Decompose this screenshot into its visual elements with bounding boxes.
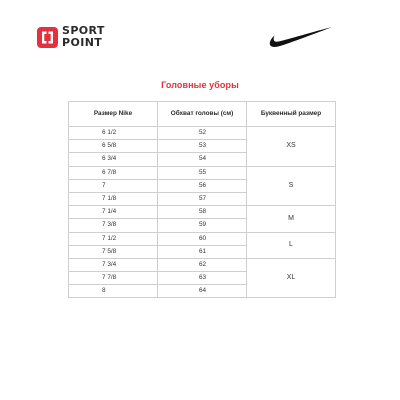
page-title: Головные уборы (161, 80, 239, 90)
nike-size-cell: 7 3/4 (69, 258, 158, 271)
nike-size-cell: 7 3/8 (69, 219, 158, 232)
head-circumference-cell: 53 (158, 140, 247, 153)
column-header-nike-size: Размер Nike (69, 102, 158, 127)
nike-size-cell: 6 3/4 (69, 153, 158, 166)
nike-size-cell: 8 (69, 285, 158, 298)
header (0, 0, 400, 70)
head-circumference-cell: 54 (158, 153, 247, 166)
table-row (69, 258, 336, 271)
head-circumference-cell: 57 (158, 192, 247, 205)
head-circumference-cell: 61 (158, 245, 247, 258)
size-table (68, 101, 336, 298)
letter-size-cell: XS (247, 127, 336, 167)
table-header-row (69, 102, 336, 127)
head-circumference-cell: 59 (158, 219, 247, 232)
nike-size-cell: 7 1/2 (69, 232, 158, 245)
nike-size-cell: 7 7/8 (69, 272, 158, 285)
brand-name-line2: POINT (62, 36, 103, 49)
nike-size-cell: 7 (69, 179, 158, 192)
head-circumference-cell: 60 (158, 232, 247, 245)
nike-size-cell: 6 7/8 (69, 166, 158, 179)
nike-swoosh-icon (266, 24, 336, 50)
letter-size-cell: M (247, 206, 336, 232)
brand-name-line1: SPORT (62, 24, 105, 37)
nike-size-cell: 6 1/2 (69, 127, 158, 140)
table-row (69, 127, 336, 140)
head-circumference-cell: 58 (158, 206, 247, 219)
table-row (69, 206, 336, 219)
letter-size-cell: S (247, 166, 336, 206)
column-header-letter-size: Буквенный размер (247, 102, 336, 127)
head-circumference-cell: 63 (158, 272, 247, 285)
head-circumference-cell: 56 (158, 179, 247, 192)
brand-name (62, 25, 105, 49)
sportpoint-logo-icon (37, 27, 58, 48)
table-row (69, 166, 336, 179)
head-circumference-cell: 52 (158, 127, 247, 140)
letter-size-cell: XL (247, 258, 336, 298)
letter-size-cell: L (247, 232, 336, 258)
nike-size-cell: 7 1/4 (69, 206, 158, 219)
head-circumference-cell: 55 (158, 166, 247, 179)
nike-size-cell: 7 1/8 (69, 192, 158, 205)
nike-size-cell: 6 5/8 (69, 140, 158, 153)
head-circumference-cell: 64 (158, 285, 247, 298)
nike-size-cell: 7 5/8 (69, 245, 158, 258)
head-circumference-cell: 62 (158, 258, 247, 271)
column-header-head-circumference: Обхват головы (см) (158, 102, 247, 127)
table-row (69, 232, 336, 245)
size-table-body (69, 127, 336, 298)
